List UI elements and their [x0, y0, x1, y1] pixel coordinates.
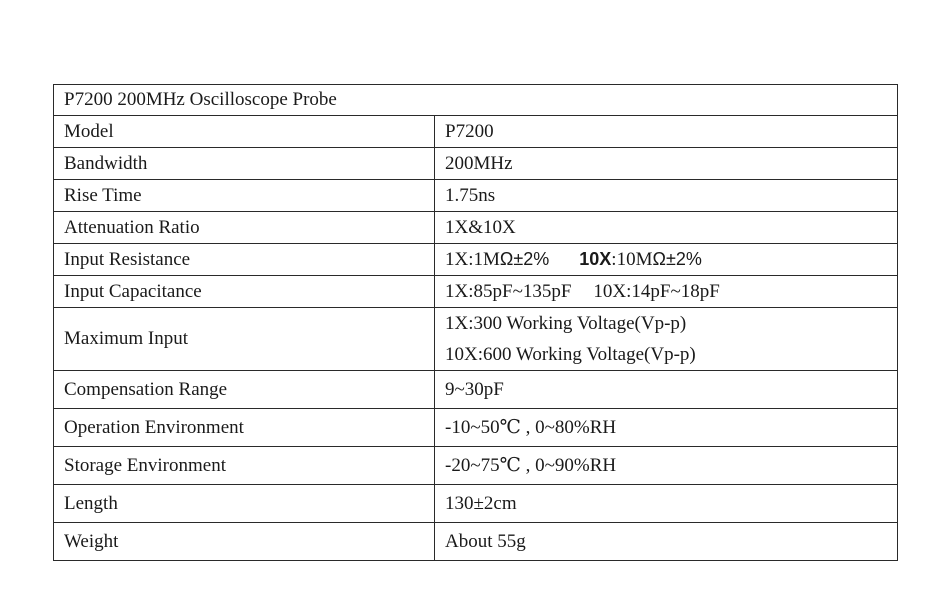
table-row	[54, 212, 898, 244]
capacitance-1x: 1X:85pF~135pF	[445, 280, 572, 302]
row-label: Weight	[54, 523, 435, 561]
table-row	[54, 523, 898, 561]
row-value: About 55g	[435, 523, 898, 561]
row-value: P7200	[435, 116, 898, 148]
table-row	[54, 116, 898, 148]
table-row	[54, 447, 898, 485]
row-label: Maximum Input	[54, 308, 435, 371]
resistance-10x-prefix: 10X	[579, 248, 612, 269]
row-label: Compensation Range	[54, 371, 435, 409]
table-title: P7200 200MHz Oscilloscope Probe	[54, 85, 898, 116]
max-input-1x: 1X:300 Working Voltage(Vp-p)	[445, 313, 687, 334]
row-label: Input Capacitance	[54, 276, 435, 308]
row-label: Model	[54, 116, 435, 148]
row-label: Input Resistance	[54, 244, 435, 276]
table-row	[54, 180, 898, 212]
row-value	[435, 244, 898, 276]
row-label: Length	[54, 485, 435, 523]
row-value	[435, 308, 898, 371]
table-row	[54, 148, 898, 180]
table-title-row	[54, 85, 898, 116]
table-row	[54, 485, 898, 523]
row-label: Storage Environment	[54, 447, 435, 485]
table-row	[54, 244, 898, 276]
max-input-10x: 10X:600 Working Voltage(Vp-p)	[445, 344, 696, 365]
row-value: -20~75℃ , 0~90%RH	[435, 447, 898, 485]
spec-table	[53, 84, 898, 561]
row-label: Rise Time	[54, 180, 435, 212]
row-value	[435, 276, 898, 308]
row-value: 1X&10X	[435, 212, 898, 244]
resistance-10x-suffix: Ω±2%	[652, 248, 702, 269]
row-value: 1.75ns	[435, 180, 898, 212]
table-row	[54, 276, 898, 308]
row-label: Attenuation Ratio	[54, 212, 435, 244]
table-row	[54, 409, 898, 447]
resistance-1x-suffix: Ω±2%	[499, 248, 550, 269]
resistance-1x-prefix: 1X:1M	[445, 248, 500, 270]
row-value: 200MHz	[435, 148, 898, 180]
row-label: Bandwidth	[54, 148, 435, 180]
capacitance-10x: 10X:14pF~18pF	[593, 280, 720, 302]
table-row	[54, 371, 898, 409]
table-row	[54, 308, 898, 371]
row-value: 9~30pF	[435, 371, 898, 409]
row-value: -10~50℃ , 0~80%RH	[435, 409, 898, 447]
row-value: 130±2cm	[435, 485, 898, 523]
row-label: Operation Environment	[54, 409, 435, 447]
resistance-10x-mid: :10M	[611, 248, 653, 270]
